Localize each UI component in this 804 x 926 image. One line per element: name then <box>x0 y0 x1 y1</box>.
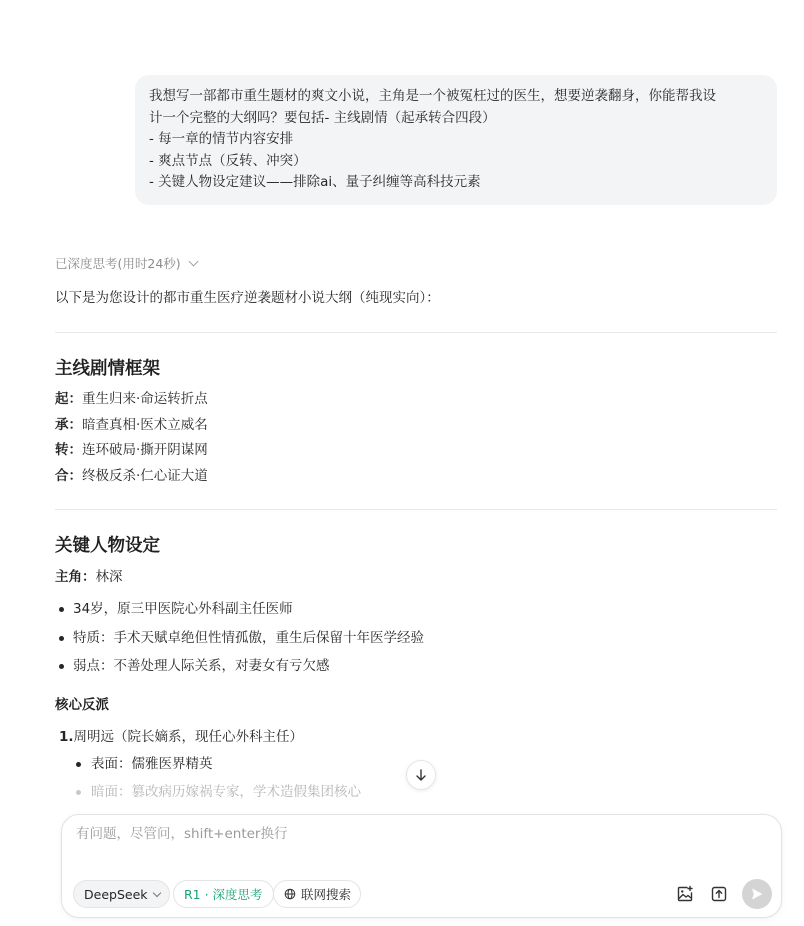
plot-item-text: 连环破局·撕开阴谋网 <box>82 442 208 458</box>
list-item: 34岁，原三甲医院心外科副主任医师 <box>55 595 777 624</box>
antagonist-item <box>55 725 777 749</box>
list-number: 1. <box>59 728 74 745</box>
character-section-heading: 关键人物设定 <box>55 536 160 556</box>
user-message-line: - 每一章的情节内容安排 <box>149 131 294 147</box>
plot-item <box>55 413 777 439</box>
plot-item-label: 合 <box>55 467 69 484</box>
plot-item-text: 重生归来·命运转折点 <box>82 391 208 407</box>
web-search-toggle[interactable] <box>273 880 361 908</box>
antagonist-heading: 核心反派 <box>55 696 109 713</box>
globe-icon <box>284 888 296 900</box>
arrow-down-icon <box>414 768 428 782</box>
plot-list <box>55 387 777 489</box>
protagonist-traits <box>55 595 777 681</box>
user-message-line: - 爽点节点（反转、冲突） <box>149 152 307 169</box>
list-item: 表面：儒雅医界精英 <box>55 750 777 779</box>
upload-file-button[interactable] <box>708 883 730 905</box>
protagonist-label: 主角 <box>55 569 82 585</box>
plot-item <box>55 387 777 413</box>
plot-item-label: 起 <box>55 391 69 407</box>
scroll-to-bottom-button[interactable] <box>406 760 436 790</box>
list-item: 弱点：不善处理人际关系，对妻女有亏欠感 <box>55 652 777 681</box>
send-button[interactable] <box>742 879 772 909</box>
user-message-line: 计一个完整的大纲吗？要包括- 主线剧情（起承转合四段） <box>149 109 496 126</box>
chevron-down-icon <box>188 256 198 266</box>
upload-image-button[interactable] <box>674 883 696 905</box>
image-upload-icon <box>676 885 694 903</box>
chat-input[interactable] <box>76 826 756 842</box>
model-selector-label: DeepSeek <box>84 886 148 902</box>
upload-icon <box>710 885 728 903</box>
plot-item <box>55 464 777 490</box>
protagonist-line <box>55 567 777 587</box>
plot-item-sep: ： <box>68 442 82 458</box>
assistant-answer <box>55 288 777 810</box>
plot-item-text: 终极反杀·仁心证大道 <box>82 467 208 484</box>
thinking-status-label: 已深度思考(用时24秒) <box>55 256 181 271</box>
plot-item-sep: ： <box>68 391 82 407</box>
divider <box>55 509 777 510</box>
chevron-down-icon <box>152 888 160 896</box>
answer-intro: 以下是为您设计的都市重生医疗逆袭题材小说大纲（纯现实向）： <box>55 290 440 306</box>
plot-item-sep: ： <box>68 467 82 484</box>
deep-think-label: R1 · 深度思考 <box>184 887 263 902</box>
plot-item-text: 暗查真相·医术立威名 <box>82 416 208 433</box>
plot-item-sep: ： <box>68 416 82 433</box>
list-item: 暗面：篡改病历嫁祸专家，学术造假集团核心 <box>55 778 777 807</box>
model-selector-button[interactable] <box>73 880 170 908</box>
list-item: 特质：手术天赋卓绝但性情孤傲，重生后保留十年医学经验 <box>55 624 777 653</box>
plot-item-label: 转 <box>55 442 69 458</box>
deep-think-toggle[interactable] <box>173 880 274 908</box>
plot-section-heading: 主线剧情框架 <box>55 359 160 379</box>
user-message-line: 我想写一部都市重生题材的爽文小说，主角是一个被冤枉过的医生，想要逆袭翻身，你能帮我设 <box>149 88 716 104</box>
user-message-line: - 关键人物设定建议——排除ai、量子纠缠等高科技元素 <box>149 174 481 190</box>
message-composer <box>61 814 782 918</box>
protagonist-name: 林深 <box>95 569 123 585</box>
user-message-bubble <box>135 75 777 205</box>
antagonist-text: 周明远（院长嫡系，现任心外科主任） <box>73 728 304 745</box>
protagonist-sep: ： <box>82 569 96 585</box>
thinking-status-toggle[interactable] <box>55 254 197 272</box>
web-search-label: 联网搜索 <box>301 887 352 902</box>
plot-item-label: 承 <box>55 416 69 433</box>
divider <box>55 332 777 333</box>
send-icon <box>749 886 765 902</box>
plot-item <box>55 438 777 464</box>
